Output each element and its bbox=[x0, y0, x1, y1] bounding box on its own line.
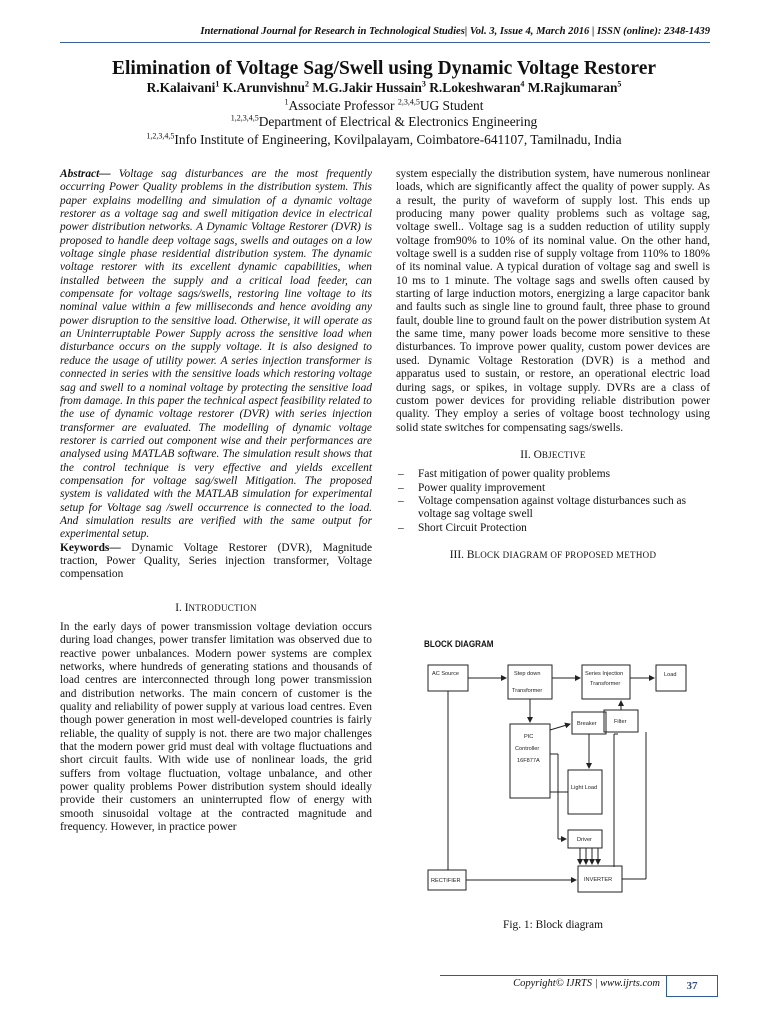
paper-title: Elimination of Voltage Sag/Swell using Dynamic Voltage Restorer bbox=[111, 58, 657, 79]
page-number: 37 bbox=[666, 975, 718, 997]
stepdown-label-2: Transformer bbox=[512, 688, 543, 694]
journal-header: International Journal for Research in Technological Studies| Vol. 3, Issue 4, March 2016 | ISSN (online): 2348-1439 bbox=[200, 26, 710, 37]
block-diagram bbox=[418, 634, 718, 912]
left-column bbox=[60, 168, 372, 835]
pic-label-3: 16F877A bbox=[517, 758, 540, 764]
author-sup: 3 bbox=[421, 79, 426, 89]
affil-sup: 1,2,3,4,5 bbox=[146, 131, 175, 141]
stepdown-label: Step down bbox=[514, 671, 541, 677]
abstract bbox=[60, 168, 372, 542]
series-injection-label-2: Transformer bbox=[590, 681, 621, 687]
objective-item: – Power quality improvement bbox=[396, 482, 710, 495]
affil-sup: 1,2,3,4,5 bbox=[230, 113, 259, 123]
right-column bbox=[396, 168, 710, 568]
introduction-continued-text: system especially the distribution system, have numerous nonlinear loads, which are significantly affect the quality of power supply. As a result, the purity of waveform of supply lost. This ends up producing many power quality problems such as voltage sag, voltage swell.. Voltage sag is a sudden reduction of utility supply voltage from90% to 10% of its nominal value. On the other hand, voltage swell is a sudden rise of supply voltage from 110% to 180% of its nominal value. A typical duration of voltage sag and swell is 10 ms to 1 minute. The voltage sags and swells often caused by starting of large induction motors, energizing a large capacitor bank and faults such as single line to ground fault, three phase to ground fault, double line to ground fault on the power distribution system At the same time, many power loads become more sensitive to these disturbances. To improve power quality, custom power devices are used. Dynamic Voltage Restoration (DVR) is a method and apparatus used to sustain, or restore, an operational electric load during sags, or spikes, in voltage supply. DVRs are a class of custom power devices for providing reliable distribution power quality. They employ a series of voltage boost technology using solid state switches for compensating sags/swells. bbox=[396, 168, 710, 434]
section-heading-objective bbox=[396, 449, 710, 462]
author-name: R.Lokeshwaran bbox=[429, 80, 521, 95]
inverter-label: INVERTER bbox=[584, 877, 613, 883]
author-sup: 1 bbox=[215, 79, 220, 89]
header-rule bbox=[60, 42, 710, 43]
author-list bbox=[40, 80, 728, 96]
affiliation-roles bbox=[40, 98, 728, 114]
series-injection-label: Series Injection bbox=[585, 671, 624, 677]
section-heading-block-diagram bbox=[396, 549, 710, 562]
author-name: K.Arunvishnu bbox=[222, 80, 306, 95]
affil-text: Department of Electrical & Electronics Engineering bbox=[258, 114, 538, 129]
affil-text: Info Institute of Engineering, Kovilpalayam, Coimbatore-641107, Tamilnadu, India bbox=[174, 132, 622, 147]
affiliation-department bbox=[40, 114, 728, 130]
objective-list bbox=[396, 468, 710, 535]
footer-rule bbox=[440, 975, 680, 976]
author-name: R.Kalaivani bbox=[146, 80, 216, 95]
objective-item: – Voltage compensation against voltage disturbances such as voltage sag voltage swell bbox=[396, 495, 710, 522]
footer-copyright: Copyright© IJRTS | www.ijrts.com bbox=[513, 978, 660, 989]
affiliation-institute bbox=[40, 132, 728, 148]
figure-caption: Fig. 1: Block diagram bbox=[503, 919, 603, 931]
keywords-label: Keywords— bbox=[60, 541, 121, 554]
abstract-label: Abstract— bbox=[60, 168, 111, 180]
section-number: III. bbox=[449, 548, 464, 561]
section-heading-introduction bbox=[60, 602, 372, 615]
author-name: M.Rajkumaran bbox=[527, 80, 618, 95]
keywords-text: Dynamic Voltage Restorer (DVR), Magnitude traction, Power Quality, Series injection transformer, Voltage compensation bbox=[60, 541, 372, 581]
rectifier-label: RECTIFIER bbox=[431, 878, 461, 884]
section-heading-rest: NTRODUCTION bbox=[188, 602, 257, 613]
filter-label: Filter bbox=[614, 719, 627, 725]
section-initial: B bbox=[466, 548, 475, 561]
affil-sup: 1 bbox=[284, 97, 289, 107]
ac-source-label: AC Source bbox=[432, 671, 460, 677]
ac-source-block bbox=[428, 665, 468, 691]
pic-label: PIC bbox=[524, 734, 534, 740]
keywords bbox=[60, 542, 372, 582]
affil-text: UG Student bbox=[419, 98, 484, 113]
section-initial: O bbox=[533, 448, 542, 461]
objective-item: – Fast mitigation of power quality problems bbox=[396, 468, 710, 481]
affil-sup: 2,3,4,5 bbox=[397, 97, 420, 107]
light-load-block bbox=[568, 770, 602, 814]
author-name: M.G.Jakir Hussain bbox=[312, 80, 422, 95]
breaker-label: Breaker bbox=[577, 721, 597, 727]
diagram-title: BLOCK DIAGRAM bbox=[424, 639, 494, 650]
author-sup: 4 bbox=[520, 79, 525, 89]
objective-item: – Short Circuit Protection bbox=[396, 522, 710, 535]
section-initial: I bbox=[184, 601, 189, 614]
load-label: Load bbox=[664, 672, 677, 678]
introduction-text: In the early days of power transmission voltage deviation occurs during load changes, power transfer limitation was observed due to reactive power unbalances. Modern power systems are complex networks, where hundreds of generating stations and thousands of load centres are interconnected through long power transmission and distribution networks. The main concern of customer is the quality and reliability of power supply at various load centres. Even though power generation in most well-developed countries is fairly reliable, the quality of supply is not. there are two major challenges that the modern power grid must deal with voltage fluctuations and short circuit faults. With wide use of nonlinear loads, the grid suffers from voltage fluctuation, voltage unbalance, and other power quality problems Power distribution system should ideally provide their customers an uninterrupted flow of energy with smooth sinusoidal voltage at the contracted magnitude and frequency. However, in practice power bbox=[60, 621, 372, 834]
author-sup: 2 bbox=[305, 79, 310, 89]
pic-label-2: Controller bbox=[515, 746, 540, 752]
section-number: I. bbox=[175, 601, 182, 614]
section-heading-rest: LOCK DIAGRAM OF PROPOSED METHOD bbox=[474, 549, 657, 560]
affil-text: Associate Professor bbox=[288, 98, 398, 113]
load-block bbox=[656, 665, 686, 691]
author-sup: 5 bbox=[617, 79, 622, 89]
abstract-text: Voltage sag disturbances are the most frequently occurring Power Quality problems in the distribution system. This paper explains modelling and simulation of a dynamic voltage restorer as a voltage sag and swell mitigation device in electrical power distribution networks. A Dynamic Voltage Restorer (DVR) is proposed to handle deep voltage sags, swells and outages on a low voltage single phase residential distribution system. The dynamic voltage restorer with its excellent dynamic capabilities, when installed between the supply and a critical load feeder, can compensate for voltage sags/swells, restoring line voltage to its nominal value within a few milliseconds and hence avoiding any power disruption to the sensitive load. Otherwise, it will operate as an Uninterruptable Power Supply across the sensitive load when disturbance occurs on the supply voltage. It is also designed to reduce the usage of utility power. A series injection transformer is connected in series with the sensitive loads which restoring voltage sag and swell to a nominal voltage by protecting the sensitive load from damage. In this paper the technical aspect feasibility related to the use of dynamic voltage restorer (DVR) with series injection transformer are evaluated. The modelling of dynamic voltage restorer is carried out component wise and their performances are analysed using MATLAB software. The simulation result shows that the control technique is very effective and yields excellent compensation for voltage sag/swell Mitigation. The proposed system is validated with the MATLAB simulation for experimental setup for Voltage sag /swell occurrence is connected to the load. And simulation results are verified with the same output for experimental setup. bbox=[60, 168, 372, 541]
section-number: II. bbox=[520, 448, 531, 461]
section-heading-rest: BJECTIVE bbox=[541, 449, 586, 460]
driver-label: Driver bbox=[577, 837, 592, 843]
light-load-label: Light Load bbox=[571, 785, 598, 791]
